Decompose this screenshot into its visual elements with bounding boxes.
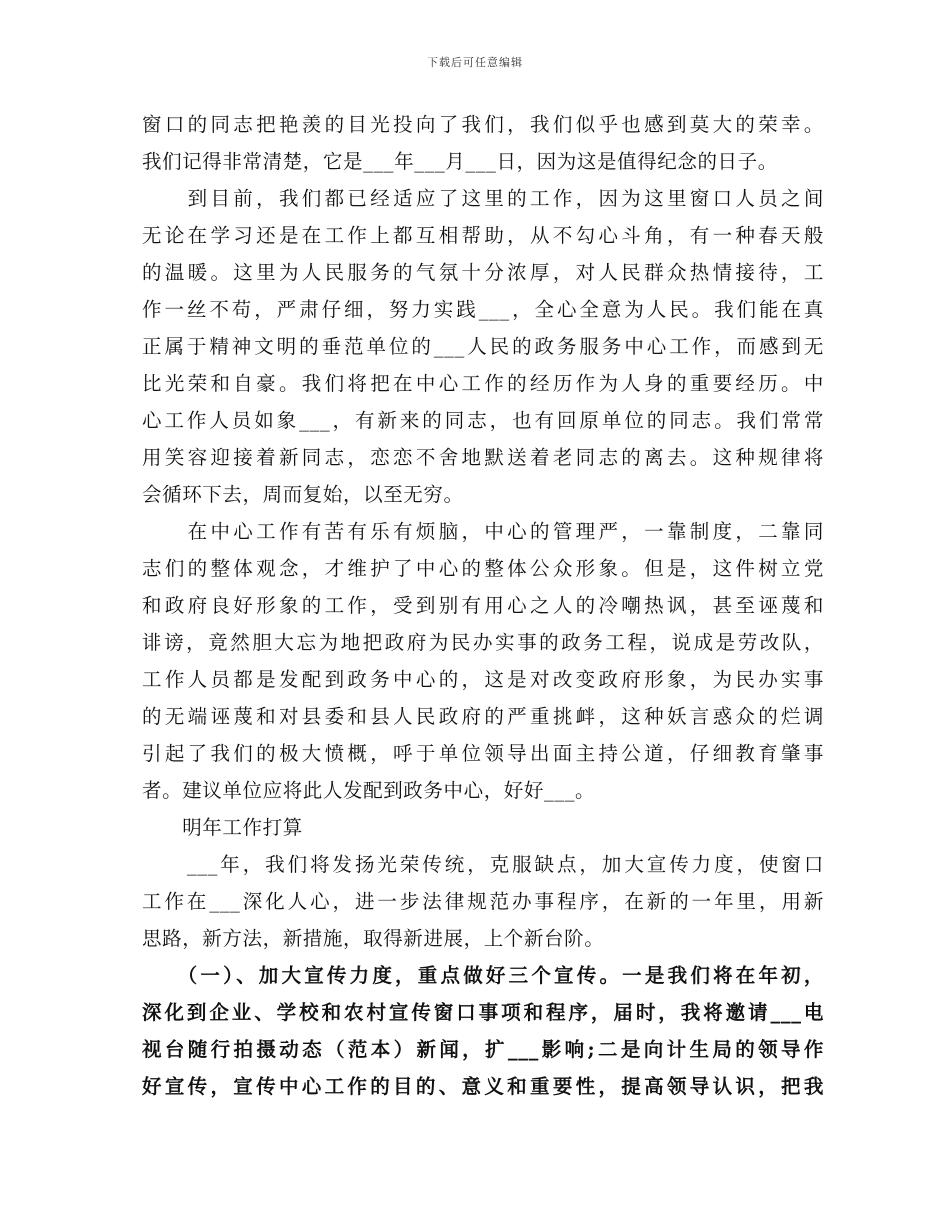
text-line: 的无端诬蔑和对县委和县人民政府的严重挑衅，这种妖言惑众的烂调 — [142, 705, 824, 728]
text-line: 在中心工作有苦有乐有烦脑，中心的管理严，一靠制度，二靠同 — [142, 520, 824, 543]
bold-text-line: （一）、加大宣传力度，重点做好三个宣传。一是我们将在年初， — [142, 964, 824, 987]
section-heading: 明年工作打算 — [142, 816, 303, 839]
text-line: 工作在___深化人心，进一步法律规范办事程序，在新的一年里，用新 — [142, 890, 824, 913]
text-line: 正属于精神文明的垂范单位的___人民的政务服务中心工作，而感到无 — [142, 335, 824, 358]
bold-text-line: 好宣传，宣传中心工作的目的、意义和重要性，提高领导认识，把我 — [142, 1075, 824, 1098]
text-line: ___年，我们将发扬光荣传统，克服缺点，加大宣传力度，使窗口 — [142, 853, 824, 876]
text-line: 诽谤，竟然胆大忘为地把政府为民办实事的政务工程，说成是劳改队， — [142, 631, 824, 654]
text-line: 用笑容迎接着新同志，恋恋不舍地默送着老同志的离去。这种规律将 — [142, 446, 824, 469]
text-line: 思路，新方法，新措施，取得新进展，上个新台阶。 — [142, 927, 605, 950]
text-line: 者。建议单位应将此人发配到政务中心，好好___。 — [142, 779, 596, 802]
text-line: 比光荣和自豪。我们将把在中心工作的经历作为人身的重要经历。中 — [142, 372, 824, 395]
text-line: 无论在学习还是在工作上都互相帮助，从不勾心斗角，有一种春天般 — [142, 224, 824, 247]
bold-text-line: 视台随行拍摄动态（范本）新闻，扩___影响;二是向计生局的领导作 — [142, 1038, 824, 1061]
text-line: 工作人员都是发配到政务中心的，这是对改变政府形象，为民办实事 — [142, 668, 824, 691]
text-line: 和政府良好形象的工作，受到别有用心之人的冷嘲热讽，甚至诬蔑和 — [142, 594, 824, 617]
text-line: 心工作人员如象___，有新来的同志，也有回原单位的同志。我们常常 — [142, 409, 824, 432]
document-body — [142, 106, 824, 1105]
text-line: 到目前，我们都已经适应了这里的工作，因为这里窗口人员之间 — [142, 187, 824, 210]
text-line: 引起了我们的极大愤概，呼于单位领导出面主持公道，仔细教育肇事 — [142, 742, 824, 765]
text-line: 志们的整体观念，才维护了中心的整体公众形象。但是，这件树立党 — [142, 557, 824, 580]
bold-text-line: 深化到企业、学校和农村宣传窗口事项和程序，届时，我将邀请___电 — [142, 1001, 824, 1024]
text-line: 的温暖。这里为人民服务的气氛十分浓厚，对人民群众热情接待，工 — [142, 261, 824, 284]
text-line: 作一丝不苟，严肃仔细，努力实践___，全心全意为人民。我们能在真 — [142, 298, 824, 321]
page-header: 下载后可任意编辑 — [427, 56, 523, 69]
text-line: 窗口的同志把艳羡的目光投向了我们，我们似乎也感到莫大的荣幸。 — [142, 113, 824, 136]
text-line: 我们记得非常清楚，它是___年___月___日，因为这是值得纪念的日子。 — [142, 150, 778, 173]
text-line: 会循环下去，周而复始，以至无穷。 — [142, 483, 464, 506]
